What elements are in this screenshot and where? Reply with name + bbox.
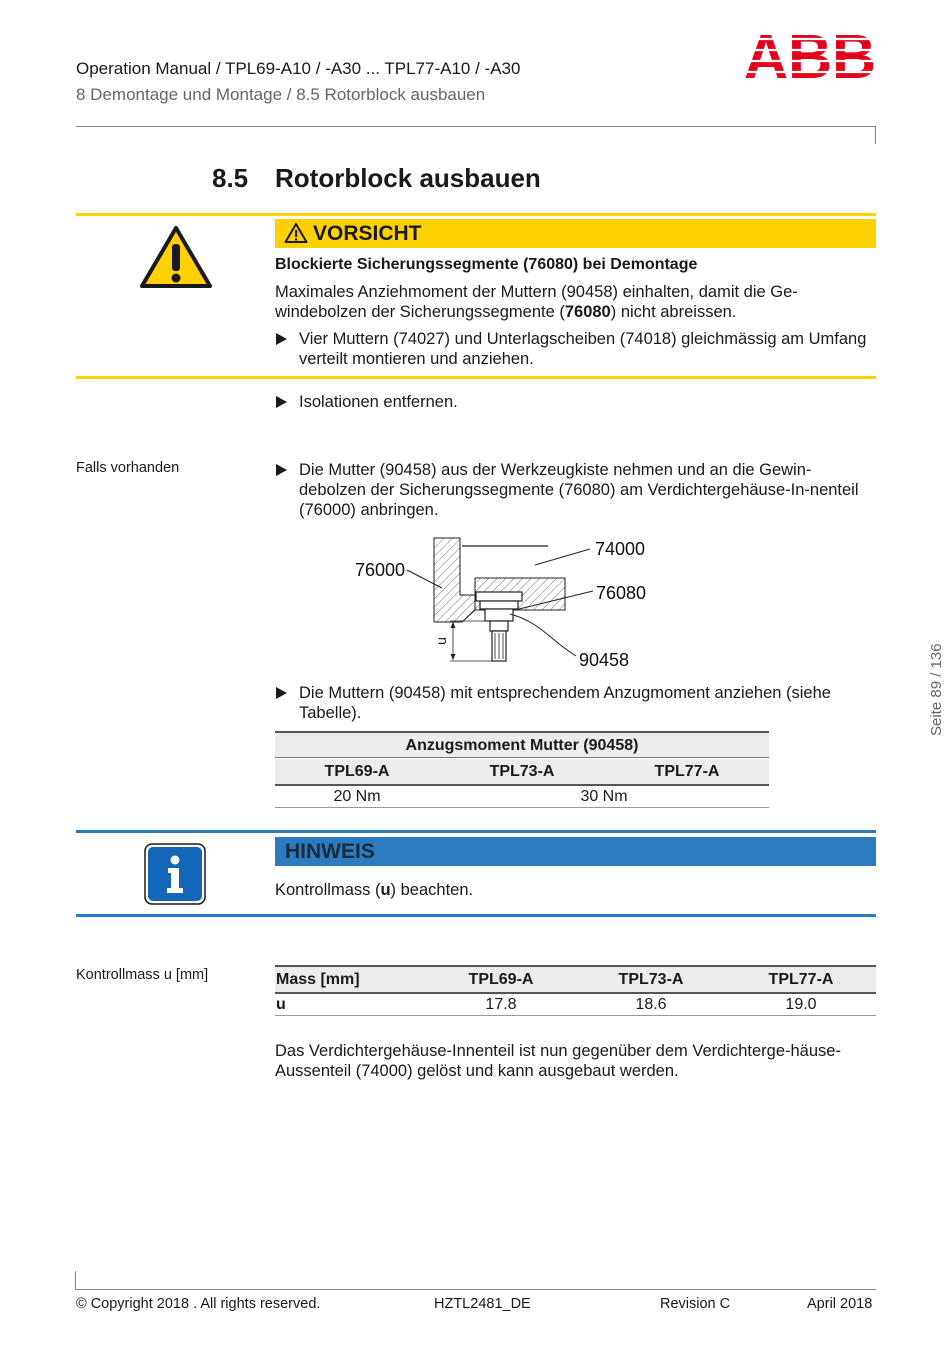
section-heading — [212, 163, 541, 194]
dimension-u-label: u — [433, 637, 449, 645]
check-table-top-rule — [275, 965, 876, 967]
torque-table-title: Anzugsmoment Mutter (90458) — [405, 737, 639, 754]
conclusion-text: Das Verdichtergehäuse-Innenteil ist nun gegenüber dem Verdichterge-häuse-Aussenteil (74000) gelöst und kann ausgebaut werden. — [275, 1042, 841, 1080]
caution-body-text: Maximales Anziehmoment der Muttern (90458) einhalten, damit die Ge-windebolzen der Sicherungssegmente ( — [275, 283, 798, 321]
info-icon — [144, 843, 206, 905]
note-body — [275, 880, 473, 900]
torque-table-header: TPL77-A — [654, 763, 720, 780]
note-body-end: ) beachten. — [390, 881, 474, 899]
caution-body-end: ) nicht abreissen. — [610, 303, 737, 321]
note-top-rule — [76, 830, 876, 833]
caution-heading: Blockierte Sicherungssegmente (76080) bei Demontage — [275, 256, 698, 273]
note-body-text: Kontrollmass ( — [275, 881, 381, 899]
step-mount-nut: Die Mutter (90458) aus der Werkzeugkiste nehmen und an die Gewin-debolzen der Sicherungssegmente (76080) am Verdichtergehäuse-In-nenteil (76000) anbringen. — [299, 461, 859, 519]
check-table-cell: 18.6 — [635, 996, 667, 1013]
caution-body — [275, 282, 875, 322]
check-table-cell: 17.8 — [485, 996, 517, 1013]
abb-logo — [744, 30, 877, 80]
chapter-breadcrumb: 8 Demontage und Montage / 8.5 Rotorblock ausbauen — [76, 85, 486, 104]
check-table-header: TPL77-A — [768, 971, 834, 988]
bullet-arrow-icon — [276, 687, 287, 699]
check-table-header: TPL73-A — [618, 971, 684, 988]
caution-step: Vier Muttern (74027) und Unterlagscheiben (74018) gleichmässig am Umfang verteilt montieren und anziehen. — [299, 330, 867, 368]
warning-triangle-icon — [139, 225, 213, 289]
document-title: Operation Manual / TPL69-A10 / -A30 ... TPL77-A10 / -A30 — [76, 59, 521, 78]
part-label-76080: 76080 — [596, 583, 647, 603]
note-body-bold: u — [380, 881, 391, 899]
casing-inner-part — [434, 538, 475, 622]
securing-segment — [476, 592, 522, 609]
footer-document-id: HZTL2481_DE — [434, 1296, 531, 1312]
torque-table-cell: 20 Nm — [333, 788, 381, 805]
page-number-vertical: Seite 89 / 136 — [928, 643, 945, 736]
step-tighten-nuts: Die Muttern (90458) mit entsprechendem Anzugmoment anziehen (siehe Tabelle). — [299, 684, 831, 722]
check-table-cell: u — [276, 996, 286, 1013]
header-rule-tick — [875, 126, 876, 144]
footer-rule-tick — [75, 1271, 76, 1289]
caution-label: VORSICHT — [313, 222, 422, 245]
dimension-u — [433, 621, 492, 661]
side-label-if-present: Falls vorhanden — [76, 460, 180, 476]
threaded-bolt-and-nut — [485, 609, 513, 661]
footer-rule — [75, 1289, 876, 1290]
torque-table-header: TPL69-A — [324, 763, 390, 780]
torque-table-bottom-rule — [275, 807, 769, 808]
footer-copyright: © Copyright 2018 . All rights reserved. — [76, 1296, 321, 1312]
part-label-76000: 76000 — [355, 560, 406, 580]
step-remove-isolation: Isolationen entfernen. — [299, 393, 458, 411]
bullet-arrow-icon — [276, 464, 287, 476]
part-label-74000: 74000 — [595, 539, 646, 559]
header-rule — [76, 126, 876, 127]
check-table-cell: 19.0 — [785, 996, 817, 1013]
section-title: Rotorblock ausbauen — [275, 163, 541, 193]
caution-bottom-rule — [76, 376, 876, 379]
check-table-header: Mass [mm] — [276, 971, 360, 988]
footer-date: April 2018 — [807, 1296, 873, 1312]
section-number: 8.5 — [212, 163, 249, 193]
abb-logo-text: ABB — [744, 30, 876, 80]
note-label: HINWEIS — [285, 840, 375, 863]
note-bottom-rule — [76, 914, 876, 917]
caution-body-bold: 76080 — [564, 303, 611, 321]
assembly-diagram — [350, 530, 650, 670]
side-label-check-dimension: Kontrollmass u [mm] — [76, 967, 209, 983]
caution-top-rule — [76, 213, 876, 216]
check-table-header: TPL69-A — [468, 971, 534, 988]
check-table-bottom-rule — [275, 1015, 876, 1016]
caution-small-warning-icon — [284, 222, 308, 244]
bullet-arrow-icon — [276, 333, 287, 345]
torque-table-cell: 30 Nm — [580, 788, 628, 805]
part-label-90458: 90458 — [579, 650, 630, 670]
bullet-arrow-icon — [276, 396, 287, 408]
footer-revision: Revision C — [660, 1296, 731, 1312]
torque-table-mid-rule — [275, 757, 769, 758]
check-table-header-rule — [275, 992, 876, 994]
torque-table-top-rule — [275, 731, 769, 733]
torque-table-header: TPL73-A — [489, 763, 555, 780]
torque-table-header-rule — [275, 784, 769, 786]
